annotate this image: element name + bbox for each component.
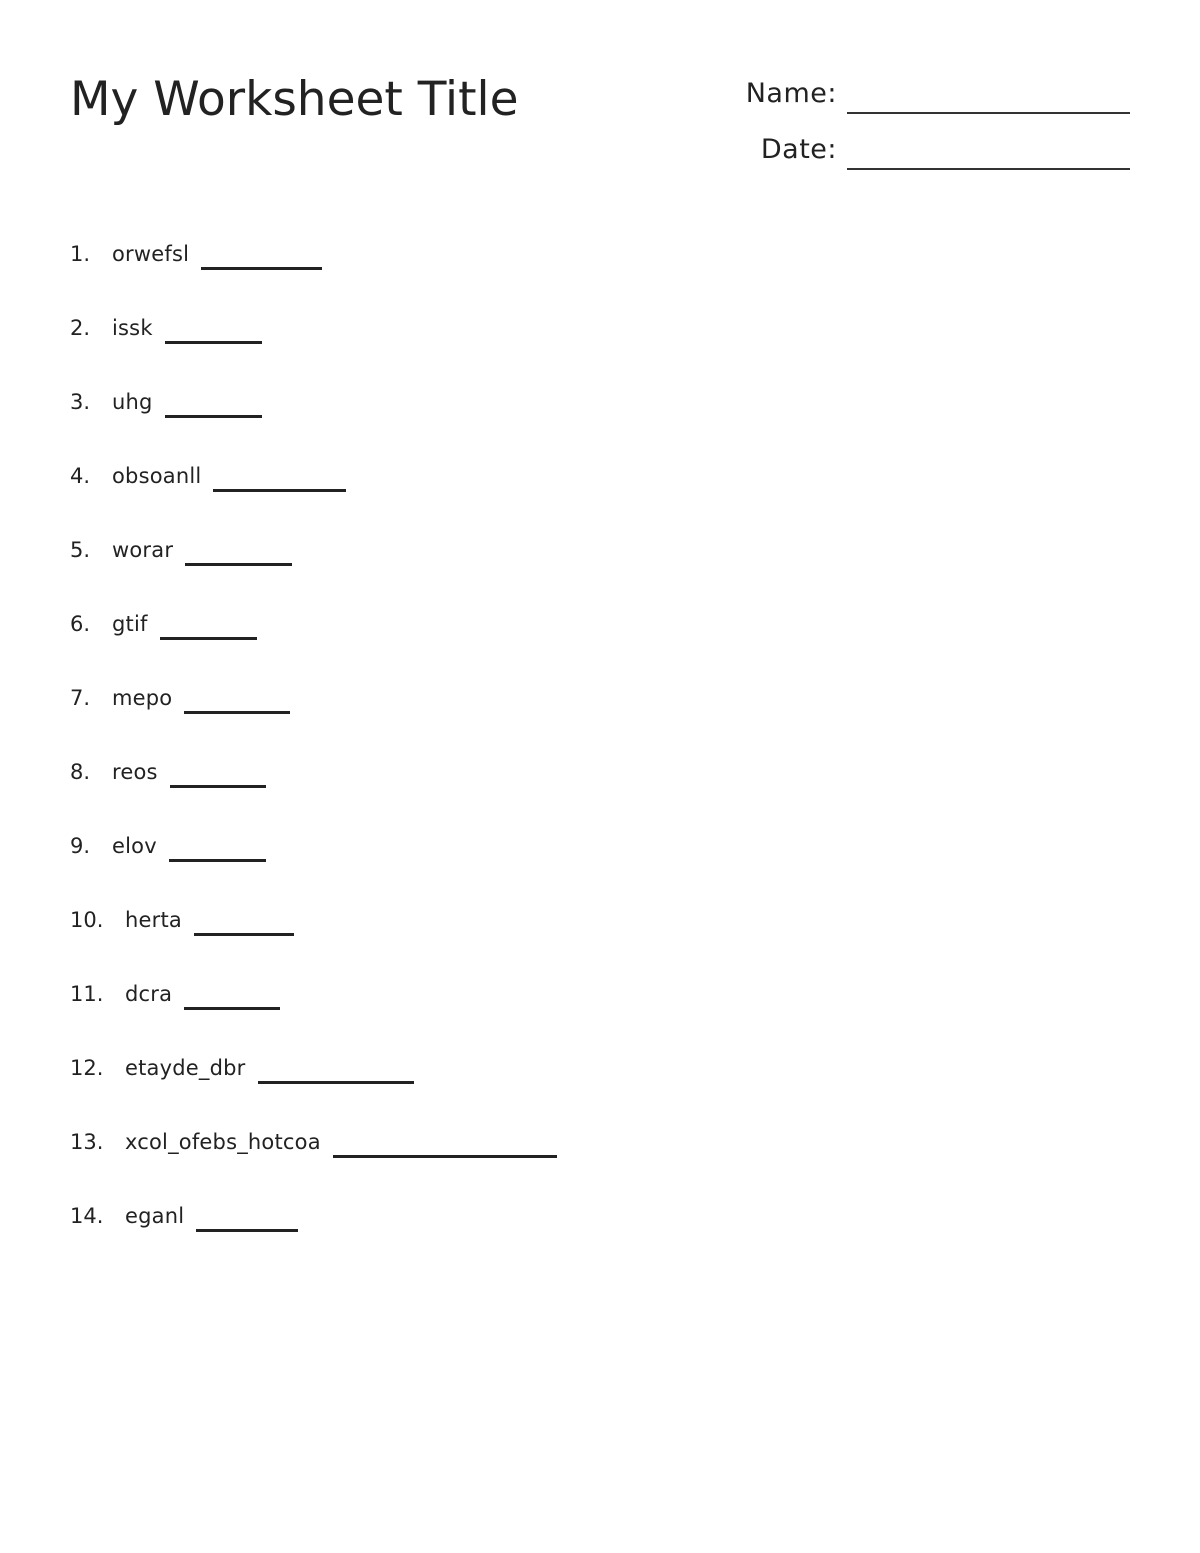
question-item: [70, 1124, 770, 1198]
scrambled-word: herta: [125, 908, 182, 932]
scrambled-word: dcra: [125, 982, 173, 1006]
question-number: 4.: [70, 464, 91, 488]
question-list: [70, 236, 770, 1272]
name-answer-line[interactable]: [847, 112, 1130, 114]
scrambled-word: etayde_dbr: [125, 1056, 246, 1080]
question-item: [70, 1050, 770, 1124]
question-number: 3.: [70, 390, 91, 414]
answer-blank[interactable]: [170, 785, 266, 788]
scrambled-word: worar: [112, 538, 174, 562]
question-number: 2.: [70, 316, 91, 340]
question-item: [70, 236, 770, 310]
question-number: 10.: [70, 908, 104, 932]
question-item: [70, 458, 770, 532]
answer-blank[interactable]: [165, 341, 262, 344]
scrambled-word: xcol_ofebs_hotcoa: [125, 1130, 321, 1154]
scrambled-word: issk: [112, 316, 153, 340]
question-number: 6.: [70, 612, 91, 636]
question-number: 14.: [70, 1204, 104, 1228]
question-item: [70, 754, 770, 828]
answer-blank[interactable]: [169, 859, 266, 862]
answer-blank[interactable]: [213, 489, 346, 492]
question-number: 11.: [70, 982, 104, 1006]
question-item: [70, 828, 770, 902]
question-number: 5.: [70, 538, 91, 562]
date-answer-line[interactable]: [847, 168, 1130, 170]
answer-blank[interactable]: [196, 1229, 298, 1232]
scrambled-word: obsoanll: [112, 464, 202, 488]
question-number: 12.: [70, 1056, 104, 1080]
answer-blank[interactable]: [165, 415, 262, 418]
worksheet-title: My Worksheet Title: [70, 72, 519, 127]
answer-blank[interactable]: [185, 563, 292, 566]
question-item: [70, 384, 770, 458]
scrambled-word: elov: [112, 834, 157, 858]
answer-blank[interactable]: [184, 1007, 280, 1010]
answer-blank[interactable]: [194, 933, 294, 936]
answer-blank[interactable]: [184, 711, 290, 714]
scrambled-word: reos: [112, 760, 158, 784]
name-label: Name:: [745, 78, 837, 109]
question-item: [70, 606, 770, 680]
answer-blank[interactable]: [258, 1081, 414, 1084]
question-number: 13.: [70, 1130, 104, 1154]
scrambled-word: uhg: [112, 390, 153, 414]
answer-blank[interactable]: [333, 1155, 557, 1158]
answer-blank[interactable]: [201, 267, 322, 270]
scrambled-word: eganl: [125, 1204, 185, 1228]
question-item: [70, 310, 770, 384]
answer-blank[interactable]: [160, 637, 257, 640]
name-field: [700, 74, 1130, 114]
question-number: 7.: [70, 686, 91, 710]
scrambled-word: mepo: [112, 686, 173, 710]
scrambled-word: gtif: [112, 612, 148, 636]
question-item: [70, 680, 770, 754]
question-item: [70, 532, 770, 606]
question-number: 1.: [70, 242, 91, 266]
question-item: [70, 902, 770, 976]
question-item: [70, 976, 770, 1050]
question-number: 8.: [70, 760, 91, 784]
date-field: [700, 130, 1130, 170]
scrambled-word: orwefsl: [112, 242, 190, 266]
date-label: Date:: [760, 134, 837, 165]
question-item: [70, 1198, 770, 1272]
question-number: 9.: [70, 834, 91, 858]
